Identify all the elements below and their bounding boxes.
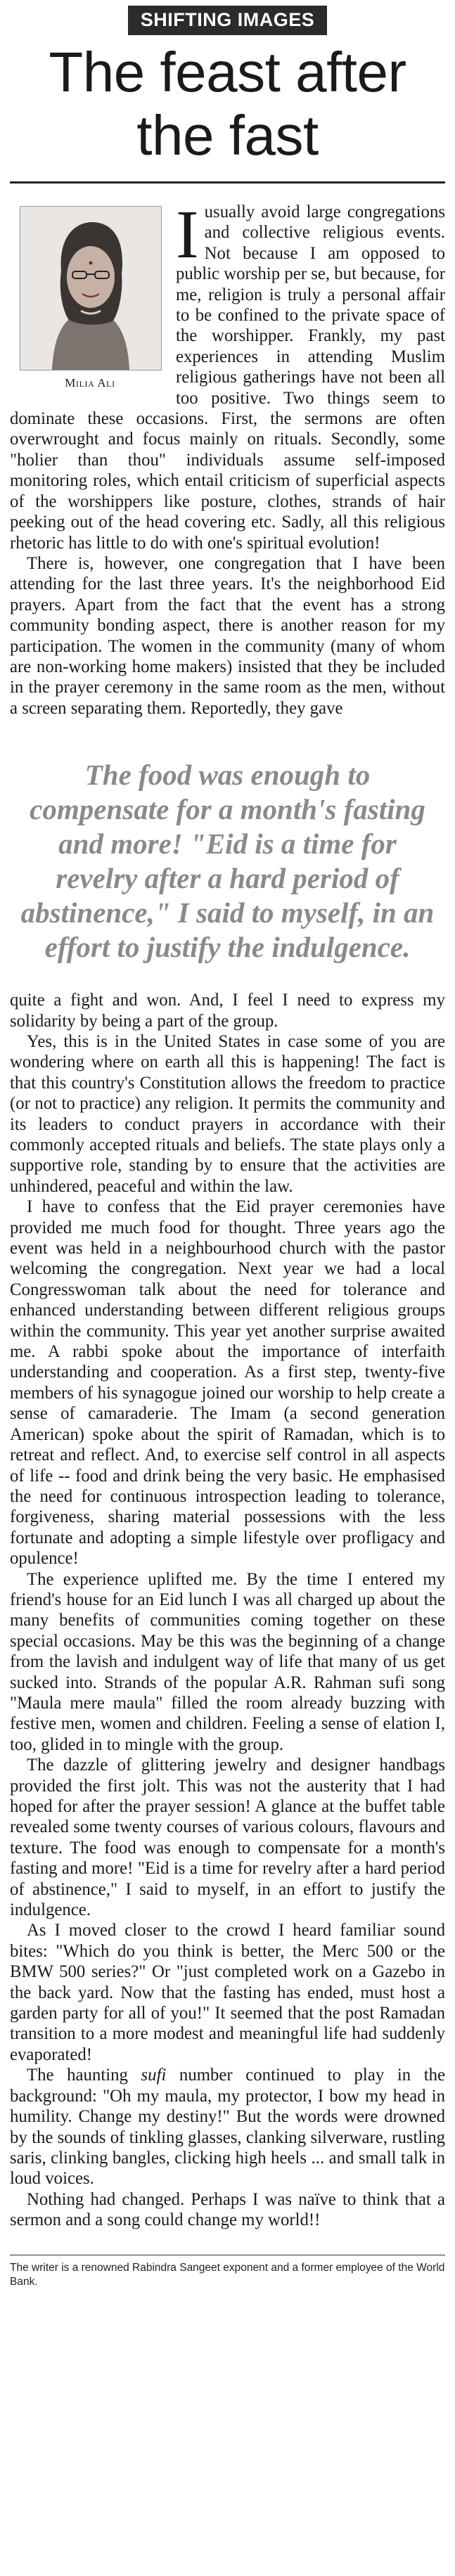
paragraph-7: As I moved closer to the crowd I heard familiar sound bites: "Which do you think is better, the Merc 500 or the BMW 500 series?" Or "just completed work on a Gazebo in the back yard. Now that the fasting has ended, must host a garden party for all of you!" It seemed that the post Ramadan transition to a more modest and meaningful life had suddenly evaporated! — [10, 1921, 445, 2064]
pull-quote: The food was enough to compensate for a month's fasting and more! "Eid is a time for revelry after a hard period of abstinence," I said to myself, in an effort to justify the indulgence. — [20, 759, 435, 964]
author-footnote: The writer is a renowned Rabindra Sangeet exponent and a former employee of the World Bank. — [10, 2261, 445, 2288]
headline: The feast after the fast — [49, 41, 406, 167]
author-name: Milia Ali — [65, 376, 115, 389]
author-photo-icon — [20, 206, 162, 371]
article-intro — [10, 197, 445, 719]
paragraph-9: Nothing had changed. Perhaps I was naïve to think that a sermon and a song could change my world!! — [10, 2189, 445, 2230]
paragraph-8 — [10, 2065, 445, 2189]
paragraph-2: There is, however, one congregation that I have been attending for the last three years. It's the neighborhood Eid prayers. Apart from the fact that the event has a strong community bonding aspect, there is another reason for my participation. The women in the community (many of whom are non-working home makers) insisted that they be included in the prayer ceremony in the same room as the men, without a screen separating them. Reportedly, they gave — [10, 553, 445, 718]
paragraph-6: The dazzle of glittering jewelry and designer handbags provided the first jolt. This was not the austerity that I had hoped for after the prayer session! A glance at the buffet table revealed some twenty courses of various colours, flavours and texture. The food was enough to compensate for a month's fasting and more! "Eid is a time for revelry after a hard period of abstinence," I said to myself, in an effort to justify the indulgence. — [10, 1756, 445, 1920]
drop-cap: I — [176, 197, 199, 273]
author-box — [20, 206, 160, 390]
paragraph-8-end: number continued to play in the background: "Oh my maula, my protector, I bow my head in humility. Change my destiny!" But the words were drowned by the sounds of tinkling glasses, clanking silverware, rustling saris, clinking bangles, clicking high heels ... and small talk in loud voices. — [10, 2066, 445, 2189]
sufi-word: sufi — [141, 2066, 167, 2085]
headline-divider — [10, 181, 445, 183]
kicker-container — [10, 0, 445, 35]
paragraph-2-continued: quite a fight and won. And, I feel I need to express my solidarity by being a part of the group. — [10, 991, 445, 1031]
paragraph-intro: usually avoid large congregations and collective religious events. Not because I am opposed to public worship per se, but because, for me, religion is truly a personal affair to be confined to the private space of the worshipper. Frankly, my past experiences in attending Muslim religious gatherings have not been all too positive. Two things seem to dominate these occasions. First, the sermons are often overwrought and focus mainly on rituals. Secondly, some "holier than thou" individuals assume self-imposed monitoring roles, which entail criticism of superficial aspects of the worshippers like posture, clothes, strands of hair peeking out of the head covering etc. Sadly, all this religious rhetoric has little to do with one's spiritual evolution! — [10, 202, 445, 553]
paragraph-3: Yes, this is in the United States in case some of you are wondering where on earth all this is happening! The fact is that this country's Constitution allows the freedom to practice (or not to practice) any religion. It permits the community and its leaders to conduct prayers in accordance with their commonly accepted rituals and beliefs. The state plays only a supportive role, standing by to ensure that the activities are unhindered, peaceful and within the law. — [10, 1031, 445, 1196]
paragraph-5: The experience uplifted me. By the time I entered my friend's house for an Eid lunch I was all charged up about the many benefits of communities coming together on these special occasions. May be this was the beginning of a change from the lavish and indulgent way of life that many of us get sucked into. Strands of the popular A.R. Rahman sufi song "Maula mere maula" filled the room already buzzing with festive men, women and children. Feeling a sense of elation I, too, glided in to mingle with the group. — [10, 1569, 445, 1754]
paragraph-8-start: The haunting — [27, 2066, 141, 2085]
section-kicker: SHIFTING IMAGES — [128, 6, 328, 35]
paragraph-4: I have to confess that the Eid prayer ceremonies have provided me much food for thought. Three years ago the event was held in a neighbourhood church with the pastor welcoming the congregation. Next year we had a local Congresswoman talk about the need for tolerance and enhanced understanding between different religious groups within the community. This year yet another surprise awaited me. A rabbi spoke about the importance of interfaith understanding and cooperation. As a first step, twenty-five members of his synagogue joined our worship to help create a sense of camaraderie. The Imam (a second generation American) spoke about the spirit of Ramadan, which is to retreat and reflect. And, to exercise self control in all aspects of life -- food and drink being the very basic. He emphasised the need for continuous introspection leading to tolerance, forgiveness, sharing material possessions with the less fortunate and adopting a simple lifestyle over profligacy and opulence! — [10, 1197, 445, 1569]
